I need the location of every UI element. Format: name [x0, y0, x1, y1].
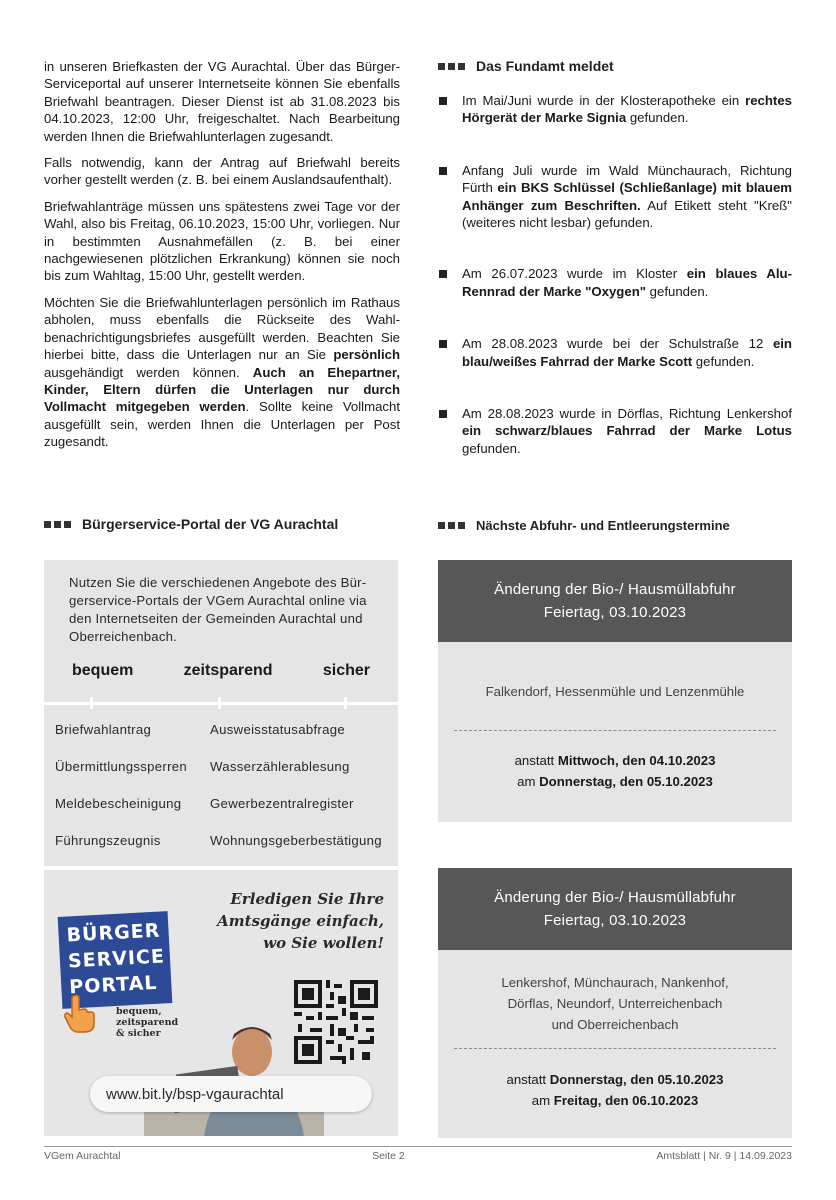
service-item: Ausweisstatusabfrage: [210, 722, 346, 737]
found-item: [438, 265, 792, 300]
place-line: und Oberreichenbach: [551, 1017, 679, 1032]
heading-text: Das Fundamt meldet: [476, 58, 614, 74]
dashed-divider: [454, 730, 776, 731]
briefwahl-paragraph-3: [44, 198, 400, 285]
item-text: Am 28.08.2023 wurde in Dörflas, Richtung Lenkershof: [462, 406, 792, 422]
found-item: [438, 335, 792, 370]
paragraph-bold-text: Auch an Ehepartner, Kinder, Eltern dürfen die Unterlagen nur durch Vollmacht mitgegeben werden: [44, 364, 400, 415]
item-bold-text: ein blau/weißes Fahrrad der Marke Scott: [462, 336, 792, 369]
date-value: Donnerstag, den 05.10.2023: [539, 774, 713, 789]
paragraph-text: Möchten Sie die Briefwahlunterlagen persönlich im Rathaus abholen, muss ebenfalls die Rückseite des Wahlbenachrichtigungsbriefes ausgefüllt werden. Beachten Sie hierbei bitte, dass die Unterlagen nur an Sie: [44, 294, 400, 363]
benefit-word: bequem: [72, 662, 134, 679]
service-item: Meldebescheinigung: [55, 796, 182, 811]
new-date-line: [438, 771, 792, 792]
service-item: Gewerbezentralregister: [210, 796, 354, 811]
item-text: Auf Etikett steht "Kreß" (weiteres nicht lesbar) gefunden.: [462, 197, 792, 231]
date-value: Donnerstag, den 05.10.2023: [549, 1072, 724, 1087]
heading-squares-icon: [44, 521, 74, 528]
card-title: Änderung der Bio-/ Hausmüllabfuhr: [494, 581, 736, 598]
bsp-info-box: [44, 560, 398, 866]
place-line: Lenkershof, Münchaurach, Nankenhof,: [501, 975, 729, 990]
item-text: Am 26.07.2023 wurde im Kloster: [462, 266, 687, 282]
item-bold-text: rechtes Hörgerät der Marke Signia: [462, 93, 792, 126]
briefwahl-paragraph-2: [44, 154, 400, 189]
paragraph-text: in unseren Briefkasten der VG Aurachtal. Über das Bürger-Serviceportal auf unserer Internetseite können Sie ebenfalls Briefwahl beantragen. Dieser Dienst ist ab 31.08.2023 bis 04.10.2023, 12:00 Uhr, freigeschaltet. Nach Bearbeitung werden Ihnen die Briefwahlunterlagen zugesandt.: [44, 59, 400, 144]
ad-slogan: [184, 888, 384, 954]
service-item: Wasserzählerablesung: [210, 759, 350, 774]
briefwahl-paragraph-4: [44, 294, 400, 451]
fundamt-heading: [438, 58, 792, 74]
date-prefix: anstatt: [506, 1072, 550, 1087]
service-item: Briefwahlantrag: [55, 722, 152, 737]
card-title: Änderung der Bio-/ Hausmüllabfuhr: [494, 889, 736, 906]
item-bold-text: ein schwarz/blaues Fahrrad der Marke Lotus: [462, 423, 792, 439]
url-text[interactable]: www.bit.ly/bsp-vgaurachtal: [106, 1085, 284, 1103]
bullet-square-icon: [439, 97, 447, 105]
service-item: Wohnungsgeberbestätigung: [210, 833, 382, 848]
bsp-url-link[interactable]: [90, 1076, 372, 1112]
instead-date-line: [438, 1069, 792, 1090]
paragraph-text: ausgehändigt werden können.: [44, 364, 253, 380]
paragraph-text: . Sollte keine Vollmacht ausgefüllt sein, werden Ihnen die Unterlagen per Post zugesandt.: [44, 399, 401, 450]
qr-code-icon: [294, 980, 378, 1064]
benefit-word: sicher: [322, 662, 370, 679]
services-grid: [55, 722, 395, 870]
item-text: gefunden.: [646, 283, 709, 299]
card-dates: [438, 750, 792, 792]
bsp-heading: [44, 516, 338, 532]
slogan-line: Amtsgänge einfach,: [217, 912, 384, 930]
heading-squares-icon: [438, 522, 468, 529]
found-items-list: [438, 92, 792, 457]
divider-tick: [218, 697, 221, 709]
found-item: [438, 162, 792, 232]
date-prefix: am: [517, 774, 540, 789]
item-text: gefunden.: [626, 110, 689, 126]
abfuhr-card: [438, 868, 792, 1138]
abfuhr-card: [438, 560, 792, 822]
logo-word: SERVICE: [67, 945, 166, 973]
logo-word: BÜRGER: [66, 919, 161, 947]
paragraph-bold-text: persönlich: [333, 347, 400, 363]
paragraph-text: Falls notwendig, kann der Antrag auf Briefwahl bereits vorher gestellt werden (z. B. bei einem Auslandsaufenthalt).: [44, 155, 400, 188]
fundamt-section: [438, 58, 792, 457]
briefwahl-paragraph-1: [44, 58, 400, 145]
card-header: [438, 868, 792, 950]
found-item: [438, 405, 792, 457]
pointing-hand-icon: [62, 994, 98, 1034]
service-item: Führungszeugnis: [55, 833, 161, 848]
card-subtitle: Feiertag, 03.10.2023: [543, 912, 687, 929]
new-date-line: [438, 1090, 792, 1111]
dashed-divider: [454, 1048, 776, 1049]
benefit-word: zeitsparend: [183, 662, 273, 679]
card-places: Falkendorf, Hessenmühle und Lenzenmühle: [485, 684, 745, 699]
date-value: Freitag, den 06.10.2023: [553, 1093, 699, 1108]
date-value: Mittwoch, den 04.10.2023: [557, 753, 716, 768]
divider-tick: [344, 697, 347, 709]
item-text: Am 28.08.2023 wurde bei der Schulstraße 12: [462, 336, 773, 352]
found-item: [438, 92, 792, 127]
item-text: gefunden.: [462, 440, 521, 456]
card-dates: [438, 1069, 792, 1111]
card-subtitle: Feiertag, 03.10.2023: [543, 604, 687, 621]
bullet-square-icon: [439, 410, 447, 418]
logo-subtitle: [116, 1006, 178, 1039]
instead-date-line: [438, 750, 792, 771]
bsp-intro-text: Nutzen Sie die verschiedenen Angebote des Bürgerservice-Portals der VGem Aurachtal online via den Internetseiten der Gemeinden Aurachtal und Oberreichenbach.: [69, 575, 367, 644]
card-header: [438, 560, 792, 642]
divider-tick: [90, 697, 93, 709]
card-places: [438, 972, 792, 1035]
bsp-benefits: [44, 662, 398, 680]
logo-word: PORTAL: [68, 971, 158, 999]
footer-divider: [44, 1146, 792, 1147]
item-bold-text: ein BKS Schlüssel (Schließanlage) mit blauem Anhänger zum Beschriften.: [462, 180, 792, 213]
item-text: Im Mai/Juni wurde in der Klosterapotheke ein: [462, 93, 746, 108]
item-text: Anfang Juli wurde im Wald Münchaurach, Richtung Fürth: [462, 162, 792, 196]
bullet-square-icon: [439, 340, 447, 348]
footer-page-number: Seite 2: [372, 1150, 405, 1162]
paragraph-text: Briefwahlanträge müssen uns spätestens zwei Tage vor der Wahl, also bis Freitag, 06.10.2023, 15:00 Uhr, vorliegen. Nur in bestimmten Ausnahmefällen (z. B. bei einer nachgewiesenen plötzlichen Erkrankung) können sie noch bis zum Wahltag, 15:00 Uhr, gestellt werden.: [44, 198, 400, 284]
service-item: Übermittlungssperren: [55, 759, 188, 774]
bullet-square-icon: [439, 167, 447, 175]
date-prefix: am: [531, 1093, 554, 1108]
date-prefix: anstatt: [514, 753, 558, 768]
left-column: [44, 58, 400, 460]
footer-issue: Amtsblatt | Nr. 9 | 14.09.2023: [656, 1150, 792, 1162]
heading-text: Bürgerservice-Portal der VG Aurachtal: [82, 516, 339, 532]
logo-sub-line: zeitsparend: [116, 1017, 179, 1028]
place-line: Dörflas, Neundorf, Unterreichenbach: [507, 996, 723, 1011]
heading-text: Nächste Abfuhr- und Entleerungstermine: [476, 518, 730, 533]
bullet-square-icon: [439, 270, 447, 278]
slogan-line: wo Sie wollen!: [263, 934, 384, 952]
abfuhr-heading: [438, 518, 730, 533]
heading-squares-icon: [438, 63, 468, 70]
slogan-line: Erledigen Sie Ihre: [230, 890, 384, 908]
logo-sub-line: bequem,: [116, 1006, 162, 1017]
item-text: gefunden.: [692, 353, 755, 369]
item-bold-text: ein blaues Alu-Rennrad der Marke "Oxygen": [462, 266, 793, 299]
footer-publisher: VGem Aurachtal: [44, 1150, 121, 1162]
bsp-advertisement: [44, 870, 398, 1136]
page-footer: [44, 1150, 792, 1162]
logo-sub-line: & sicher: [116, 1028, 161, 1039]
